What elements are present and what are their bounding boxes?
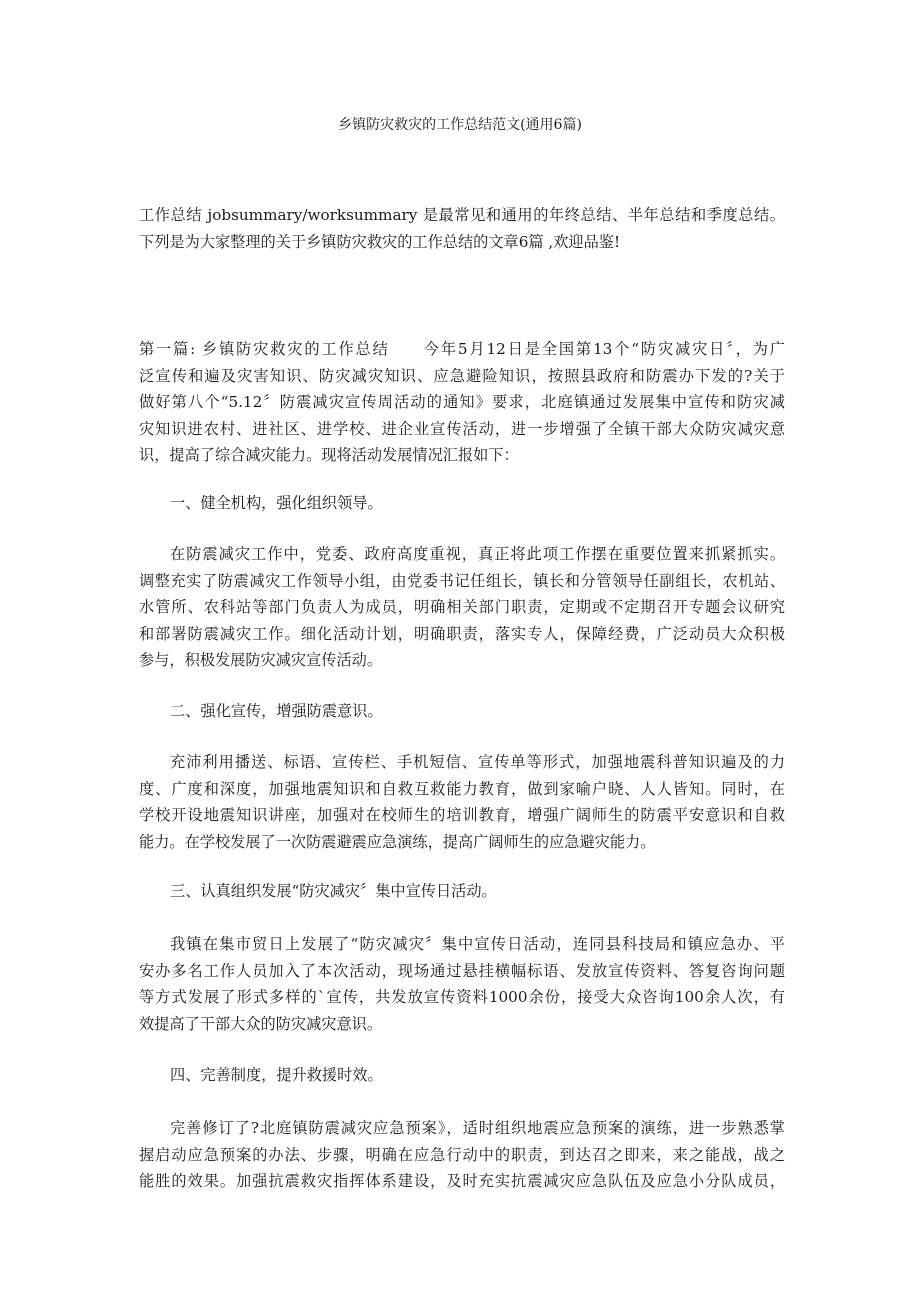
section-2-paragraph [139, 541, 785, 674]
document-title: 乡镇防灾救灾的工作总结范文(通用6篇) [338, 117, 582, 133]
paragraph-line: 调整充实了防震减灾工作领导小组，由党委书记任组长，镇长和分管领导任副组长，农机站、 [139, 571, 785, 590]
section-heading-1: 一、健全机构，强化组织领导。 [170, 494, 383, 512]
paragraph-line: 充沛利用播送、标语、宣传栏、手机短信、宣传单等形式，加强地震科普知识遍及的力 [170, 753, 785, 771]
paragraph-line: 学校开设地震知识讲座，加强对在校师生的培训教育，增强广阔师生的防震平安意识和自救 [139, 806, 785, 824]
section-heading-2: 二、强化宣传，增强防震意识。 [170, 702, 383, 720]
paragraph-line: 能胜的效果。加强抗震救灾指挥体系建设，及时充实抗震减灾应急队伍及应急小分队成员， [139, 1172, 785, 1190]
paragraph-line: 等方式发展了形式多样的`宣传，共发放宣传资料1000余份，接受大众咨询100余人次，有 [139, 988, 785, 1006]
paragraph-line: 能力。在学校发展了一次防震避震应急演练，提高广阔师生的应急避灾能力。 [139, 832, 656, 851]
section-4-paragraph [139, 931, 785, 1037]
section-5-paragraph [139, 1115, 785, 1195]
paragraph-line: 握启动应急预案的办法、步骤，明确在应急行动中的职责，到达召之即来，来之能战，战之 [139, 1145, 785, 1164]
paragraph-line: 第一篇: 乡镇防灾救灾的工作总结 今年5月12日是全国第13个“防灾减灾日〞，为广 [139, 340, 785, 358]
section-heading-3: 三、认真组织发展“防灾减灾〞集中宣传日活动。 [170, 882, 497, 900]
paragraph-line: 做好第八个“5.12〞防震减灾宣传周活动的通知》要求，北庭镇通过发展集中宣传和防灾减 [139, 393, 785, 411]
section-3-paragraph [139, 749, 785, 855]
section-1-paragraph [139, 336, 785, 469]
paragraph-line: 灾知识进农村、进社区、进学校、进企业宣传活动，进一步增强了全镇干部大众防灾减灾意 [139, 419, 785, 438]
paragraph-line: 在防震减灾工作中，党委、政府高度重视，真正将此项工作摆在重要位置来抓紧抓实。 [170, 545, 785, 563]
section-heading-4: 四、完善制度，提升救援时效。 [170, 1066, 383, 1084]
paragraph-line: 安办多名工作人员加入了本次活动，现场通过悬挂横幅标语、发放宣传资料、答复咨询问题 [139, 961, 785, 980]
paragraph-line: 水管所、农科站等部门负责人为成员，明确相关部门职责，定期或不定期召开专题会议研究 [139, 598, 785, 616]
paragraph-line: 效提高了干部大众的防灾减灾意识。 [139, 1014, 382, 1033]
intro-paragraph [139, 202, 785, 255]
intro-line: 工作总结 jobsummary/worksummary 是最常见和通用的年终总结、半年总结和季度总结。 [139, 206, 785, 224]
paragraph-line: 我镇在集市贸日上发展了“防灾减灾〞集中宣传日活动，连同县科技局和镇应急办、平 [170, 935, 785, 953]
intro-line: 下列是为大家整理的关于乡镇防灾救灾的工作总结的文章6篇 ,欢迎品鉴! [139, 232, 621, 251]
paragraph-line: 度、广度和深度，加强地震知识和自救互救能力教育，做到家喻户晓、人人皆知。同时，在 [139, 779, 785, 798]
paragraph-line: 完善修订了?北庭镇防震减灾应急预案》，适时组织地震应急预案的演练，进一步熟悉掌 [170, 1119, 785, 1137]
paragraph-line: 和部署防震减灾工作。细化活动计划，明确职责，落实专人，保障经费，广泛动员大众积极 [139, 624, 785, 643]
paragraph-line: 泛宣传和遍及灾害知识、防灾减灾知识、应急避险知识，按照县政府和防震办下发的?关于 [139, 366, 785, 385]
paragraph-line: 识，提高了综合减灾能力。现将活动发展情况汇报如下： [139, 446, 519, 464]
paragraph-line: 参与，积极发展防灾减灾宣传活动。 [139, 651, 382, 669]
